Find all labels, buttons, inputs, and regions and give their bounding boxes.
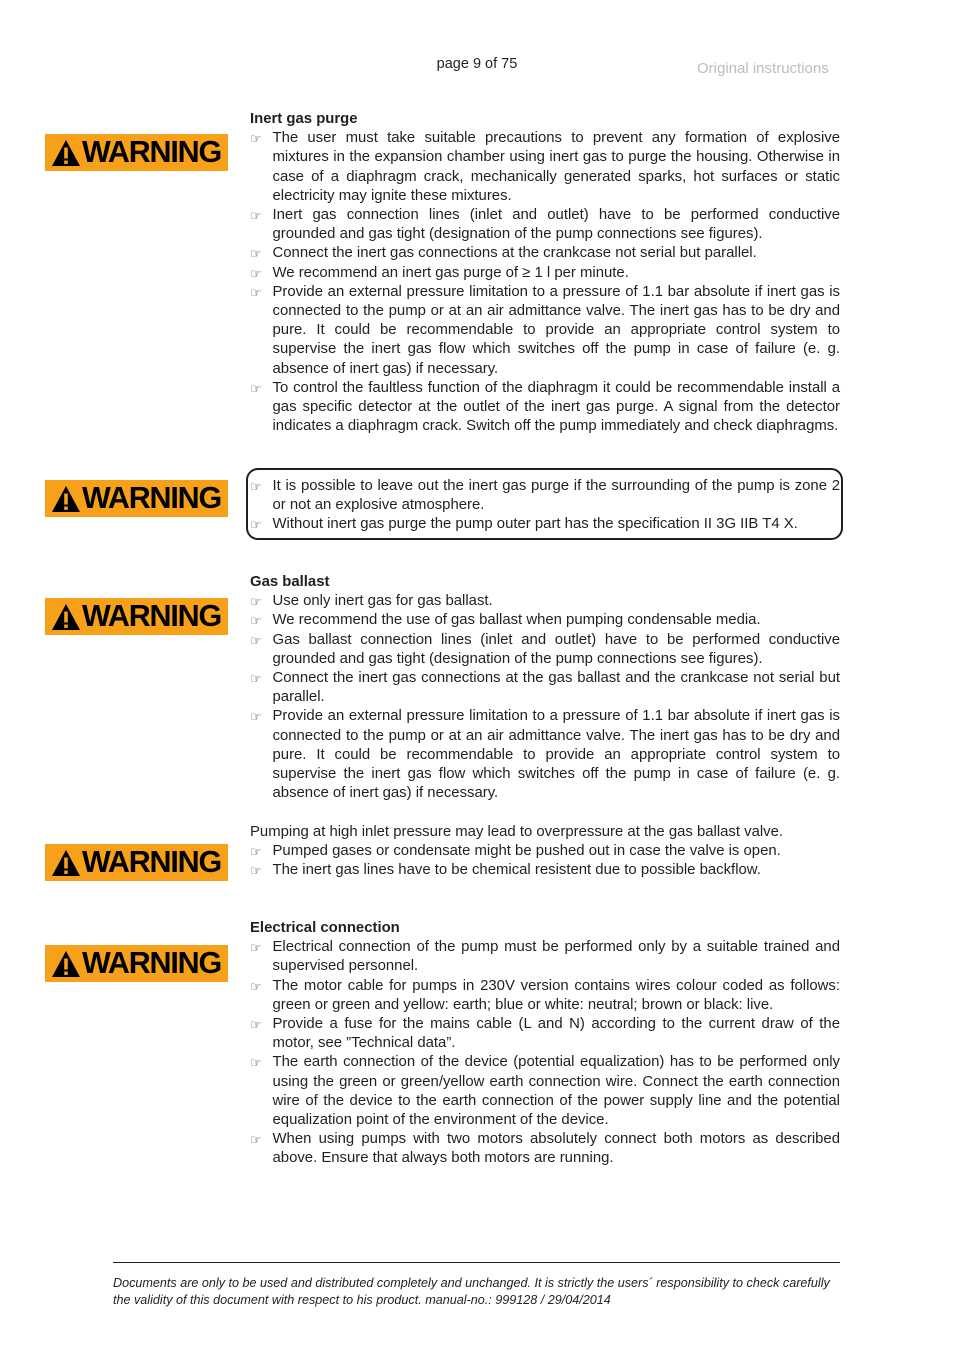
- list-item: ☞ Connect the inert gas connections at the crankcase not serial but parallel.: [250, 244, 840, 263]
- warning-triangle-icon: [51, 138, 81, 168]
- list-item: ☞ To control the faultless function of the diaphragm it could be recommendable install a gas specific detector at the outlet of the inert gas purge. A signal from the detector indicates a diaphragm crack. Switch off the pump immediately and check diaphragms.: [250, 379, 840, 435]
- pointing-hand-icon: ☞: [250, 131, 262, 147]
- pointing-hand-icon: ☞: [250, 1055, 262, 1071]
- list-item: ☞ It is possible to leave out the inert gas purge if the surrounding of the pump is zone 2 or not an explosive atmosphere.: [250, 478, 840, 514]
- pointing-hand-icon: ☞: [250, 1132, 262, 1148]
- footer-disclaimer: Documents are only to be used and distributed completely and unchanged. It is strictly the users´ responsibility to check carefully the validity of this document with respect to his product. manual-no.: 999128 / 29/04/2014: [113, 1276, 830, 1307]
- overpressure-intro: Pumping at high inlet pressure may lead to overpressure at the gas ballast valve.: [250, 824, 784, 840]
- pointing-hand-icon: ☞: [250, 709, 262, 725]
- warning-label: [45, 134, 228, 171]
- list-item: ☞ Pumped gases or condensate might be pushed out in case the valve is open.: [250, 842, 840, 861]
- list-item: ☞ We recommend an inert gas purge of ≥ 1 l per minute.: [250, 264, 840, 283]
- pointing-hand-icon: ☞: [250, 284, 262, 300]
- list-item: ☞ Electrical connection of the pump must be performed only by a suitable trained and supervised personnel.: [250, 939, 840, 975]
- pointing-hand-icon: ☞: [250, 517, 262, 533]
- list-item: ☞ Provide a fuse for the mains cable (L and N) according to the current draw of the motor, see ”Technical data”.: [250, 1016, 840, 1052]
- list-item: ☞ Inert gas connection lines (inlet and outlet) have to be performed conductive grounded and gas tight (designation of the pump connections see figures).: [250, 207, 840, 243]
- page-number: page 9 of 75: [436, 56, 518, 72]
- pointing-hand-icon: ☞: [250, 594, 262, 610]
- pointing-hand-icon: ☞: [250, 380, 262, 396]
- document-type-label: Original instructions: [697, 60, 829, 77]
- warning-label: [45, 480, 228, 517]
- warning-triangle-icon: [51, 848, 81, 878]
- list-item: ☞ Provide an external pressure limitation to a pressure of 1.1 bar absolute if inert gas is connected to the pump or at an air admittance valve. The inert gas has to be dry and pure. It could be recommendable to provide an appropriate control system to supervise the inert gas flow which switches off the pump in case of failure (e. g. absence of inert gas) if necessary.: [250, 283, 840, 377]
- list-item: ☞ Use only inert gas for gas ballast.: [250, 592, 840, 611]
- list-item: ☞ We recommend the use of gas ballast when pumping condensable media.: [250, 611, 840, 630]
- list-item: ☞ The earth connection of the device (potential equalization) has to be performed only using the green or green/yellow earth connection wire. Connect the earth connection wire of the device to the earth connection of the power supply line and the potential equalization point of the environment of the device.: [250, 1054, 840, 1129]
- footer-divider: [113, 1262, 840, 1263]
- boxed-note-section: [250, 477, 840, 535]
- overpressure-section: [250, 823, 840, 881]
- warning-text: WARNING: [82, 135, 222, 170]
- warning-text: WARNING: [82, 946, 222, 981]
- list-item: ☞ When using pumps with two motors absolutely connect both motors as described above. Ensure that always both motors are running.: [250, 1131, 840, 1167]
- pointing-hand-icon: ☞: [250, 208, 262, 224]
- warning-text: WARNING: [82, 481, 222, 516]
- list-item: ☞ Gas ballast connection lines (inlet and outlet) have to be performed conductive grounded and gas tight (designation of the pump connections see figures).: [250, 631, 840, 667]
- pointing-hand-icon: ☞: [250, 632, 262, 648]
- list-item: ☞ The user must take suitable precautions to prevent any formation of explosive mixtures in the expansion chamber using inert gas to purge the housing. Otherwise in case of a diaphragm crack, mechanically generated sparks, hot surfaces or static electricity may ignite these mixtures.: [250, 130, 840, 204]
- warning-label: [45, 945, 228, 982]
- warning-text: WARNING: [82, 845, 222, 880]
- pointing-hand-icon: ☞: [250, 978, 262, 994]
- pointing-hand-icon: ☞: [250, 613, 262, 629]
- pointing-hand-icon: ☞: [250, 1017, 262, 1033]
- pointing-hand-icon: ☞: [250, 265, 262, 281]
- warning-triangle-icon: [51, 949, 81, 979]
- pointing-hand-icon: ☞: [250, 940, 262, 956]
- inert-gas-section: [250, 110, 840, 436]
- list-item: ☞ Provide an external pressure limitation to a pressure of 1.1 bar absolute if inert gas is connected to the pump or at an air admittance valve. The inert gas has to be dry and pure. It could be recommendable to provide an appropriate control system to supervise the inert gas flow which switches off the pump in case of failure (e. g. absence of inert gas) if necessary.: [250, 708, 840, 802]
- section-heading: Inert gas purge: [250, 111, 358, 127]
- section-heading: Gas ballast: [250, 574, 330, 590]
- section-heading: Electrical connection: [250, 920, 400, 936]
- list-item: ☞ The inert gas lines have to be chemical resistent due to possible backflow.: [250, 861, 840, 880]
- warning-label: [45, 598, 228, 635]
- warning-text: WARNING: [82, 599, 222, 634]
- warning-triangle-icon: [51, 602, 81, 632]
- pointing-hand-icon: ☞: [250, 479, 262, 494]
- gas-ballast-section: [250, 573, 840, 803]
- pointing-hand-icon: ☞: [250, 863, 262, 879]
- list-item: ☞ Without inert gas purge the pump outer part has the specification II 3G IIB T4 X.: [250, 515, 840, 534]
- list-item: ☞ Connect the inert gas connections at the gas ballast and the crankcase not serial but parallel.: [250, 670, 840, 706]
- warning-triangle-icon: [51, 484, 81, 514]
- electrical-section: [250, 919, 840, 1169]
- warning-label: [45, 844, 228, 881]
- list-item: ☞ The motor cable for pumps in 230V version contains wires colour coded as follows: green or green and yellow: earth; blue or white: neutral; brown or black: live.: [250, 977, 840, 1013]
- pointing-hand-icon: ☞: [250, 844, 262, 860]
- pointing-hand-icon: ☞: [250, 246, 262, 262]
- pointing-hand-icon: ☞: [250, 671, 262, 687]
